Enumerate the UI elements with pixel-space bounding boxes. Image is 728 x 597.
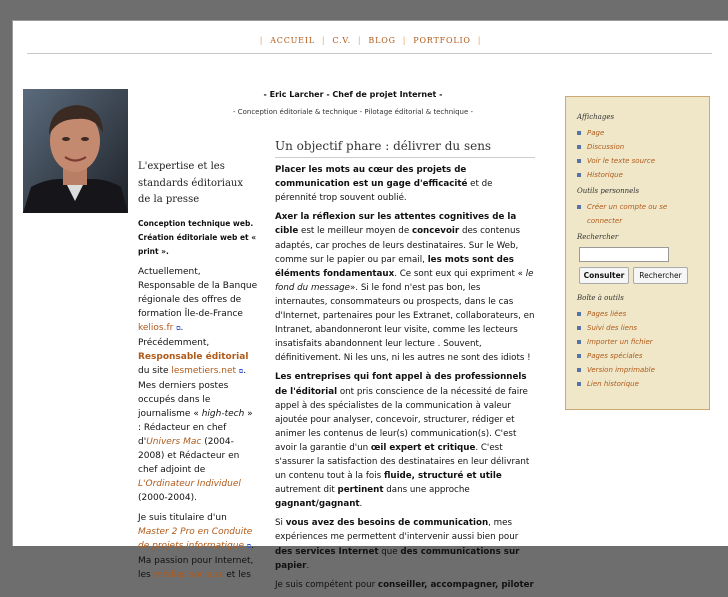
consulter-button[interactable]: Consulter (579, 267, 629, 284)
link-discussion[interactable]: Discussion (577, 140, 703, 154)
link-suivi-liens[interactable]: Suivi des liens (577, 321, 703, 335)
outils-list (577, 200, 703, 228)
link-pages-liees[interactable]: Pages liées (577, 307, 703, 321)
link-page[interactable]: Page (577, 126, 703, 140)
degree-paragraph: Je suis titulaire d'un Master 2 Pro en Conduite de projets informatique ⧉. Ma passion pour Internet, les médias sociaux et les (138, 512, 255, 580)
page (12, 20, 728, 590)
rechercher-button[interactable]: Rechercher (633, 267, 688, 284)
sidebar (565, 96, 710, 410)
link-univers-mac[interactable]: Univers Mac (146, 436, 202, 447)
left-column (138, 159, 258, 588)
site-subtitle: - Conception éditoriale & technique - Pilotage éditorial & technique - (232, 108, 474, 116)
top-navigation: | ACCUEIL | C.V. | BLOG | PORTFOLIO | (259, 36, 482, 45)
boite-heading: Boîte à outils (577, 294, 624, 302)
nav-accueil[interactable]: ACCUEIL (270, 36, 315, 45)
paragraph-5: Je suis compétent pour conseiller, accompagner, piloter (275, 579, 534, 590)
boite-list (577, 307, 703, 391)
link-creer-compte[interactable]: Créer un compte ou se connecter (577, 200, 703, 228)
nav-blog[interactable]: BLOG (368, 36, 396, 45)
outils-heading: Outils personnels (577, 187, 640, 195)
header-divider (27, 53, 712, 54)
search-input[interactable] (579, 247, 669, 262)
search-heading: Rechercher (577, 233, 619, 241)
affichages-list (577, 126, 703, 182)
portrait-photo (23, 89, 128, 213)
paragraph-3: Les entreprises qui font appel à des professionnels de l'éditorial ont pris conscience de la nécessité de faire appel à des spécialistes de la communication à valeur ajoutée pour analyser, concevoir, structurer, rédiger et animer les contenus de leur(s) communication(s). C'est avoir la garantie d'un œil expert et critique. C'est s'assurer la satisfaction des destinataires en leur délivrant un contenu tout à la fois fluide, structuré et utile autrement dit pertinent dans une approche gagnant/gagnant. (275, 372, 530, 510)
link-importer-fichier[interactable]: Importer un fichier (577, 335, 703, 349)
page-title: Un objectif phare : délivrer du sens (275, 139, 535, 158)
main-content (275, 139, 535, 597)
affichages-heading: Affichages (577, 113, 615, 121)
link-kelios[interactable]: kelios.fr (138, 322, 174, 333)
external-link-icon: ⧉ (238, 367, 244, 375)
site-title: - Eric Larcher - Chef de projet Internet - (263, 90, 443, 99)
link-historique[interactable]: Historique (577, 168, 703, 182)
nav-cv[interactable]: C.V. (332, 36, 351, 45)
external-link-icon: ⧉ (176, 324, 181, 332)
nav-portfolio[interactable]: PORTFOLIO (413, 36, 471, 45)
link-pages-speciales[interactable]: Pages spéciales (577, 349, 703, 363)
link-master[interactable]: Master 2 Pro en Conduite de projets informatique (138, 526, 253, 551)
intro-bold: Conception technique web. Création éditoriale web et « print ». (138, 218, 257, 256)
paragraph-1: Placer les mots au cœur des projets de communication est un gage d'efficacité et de pérennité trop souvent oublié. (275, 165, 493, 204)
link-lien-historique[interactable]: Lien historique (577, 377, 703, 391)
left-heading: L'expertise et les standards éditoriaux de la presse (138, 161, 243, 205)
career-paragraph: Actuellement, Responsable de la Banque régionale des offres de formation Île-de-France kelios.fr ⧉. Précédemment, Responsable éditorial du site lesmetiers.net ⧉. Mes derniers postes occupés dans le journalisme « high-tech » : Rédacteur en chef d'Univers Mac (2004-2008) et Rédacteur en chef adjoint de L'Ordinateur Individuel (2000-2004). (138, 266, 258, 503)
paragraph-2: Axer la réflexion sur les attentes cognitives de la cible est le meilleur moyen de concevoir des contenus adaptés, car proches de leurs destinataires. Sur le Web, comme sur le papier ou par email, les mots sont des éléments fondamentaux. Ce sont eux qui expriment « le fond du message». Si le fond n'est pas bon, les internautes, consommateurs ou prospects, dans le cas d'Internet, partenaires pour les Extranet, collaborateurs, en Intranet, abandonneront leur visite, comme les lecteurs insatisfaits abandonnent leur lecture . Souvent, définitivement. Ni les uns, ni les autres ne sont des idiots ! (275, 212, 535, 364)
paragraph-4: Si vous avez des besoins de communication, mes expériences me permettent d'intervenir aussi bien pour des services Internet que des communications sur papier. (275, 518, 520, 571)
external-link-icon: ⧉ (246, 542, 252, 550)
link-medias-sociaux[interactable]: médias sociaux (153, 569, 224, 580)
link-lesmetiers[interactable]: lesmetiers.net (171, 365, 237, 376)
link-voir-source[interactable]: Voir le texte source (577, 154, 703, 168)
link-version-imprimable[interactable]: Version imprimable (577, 363, 703, 377)
link-ordinateur-individuel[interactable]: L'Ordinateur Individuel (138, 478, 241, 489)
